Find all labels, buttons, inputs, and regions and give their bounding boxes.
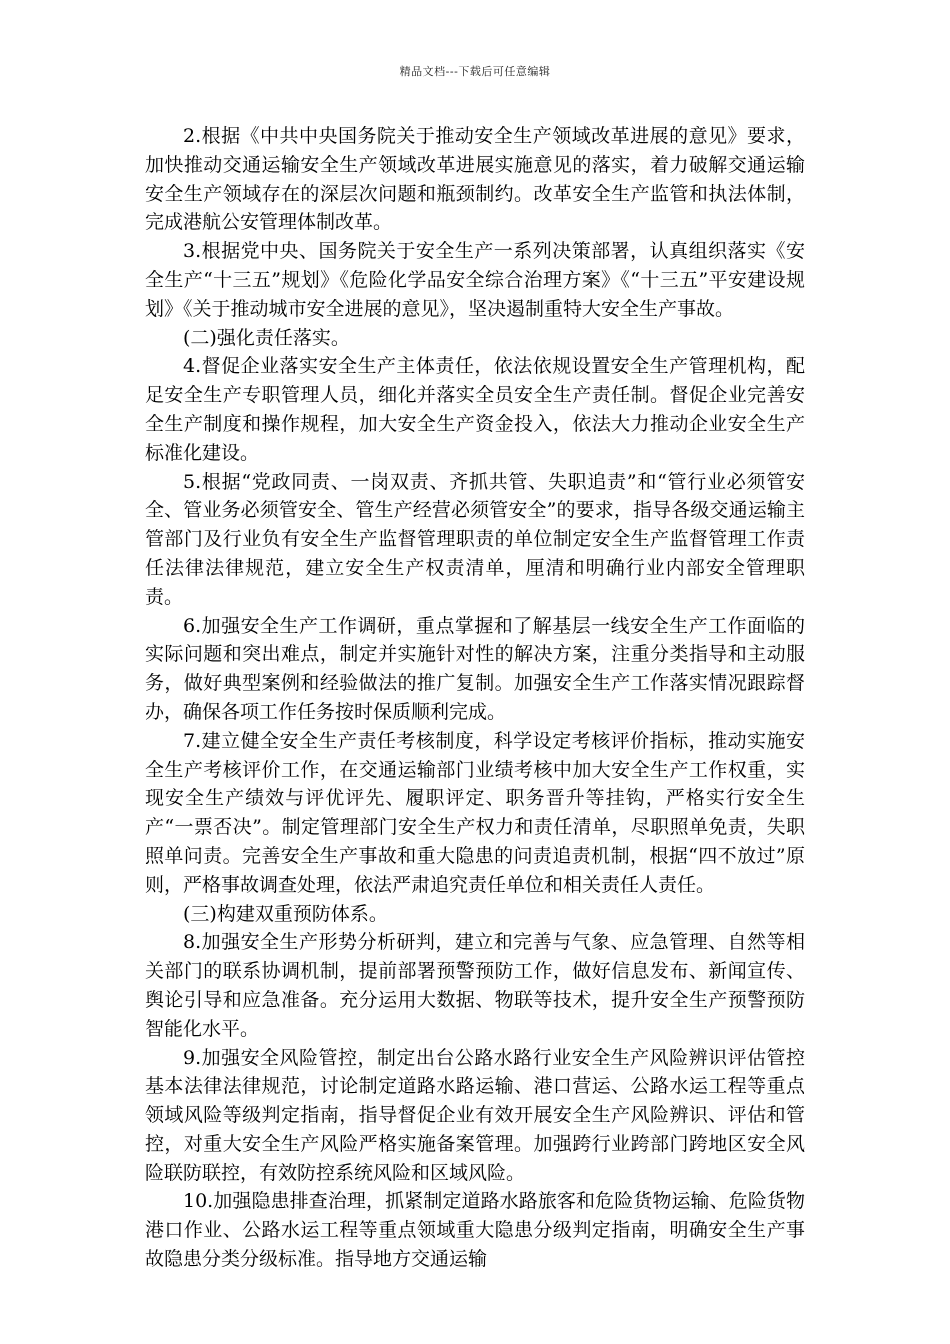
paragraph-10: 10.加强隐患排查治理，抓紧制定道路水路旅客和危险货物运输、危险货物港口作业、公路水运工程等重点领域重大隐患分级判定指南，明确安全生产事故隐患分类分级标准。指导地方交通运输 xyxy=(145,1190,805,1271)
section-heading-2: (二)强化责任落实。 xyxy=(183,326,350,349)
document-body xyxy=(145,122,805,1274)
paragraph-7: 7.建立健全安全生产责任考核制度，科学设定考核评价指标，推动实施安全生产考核评价工作，在交通运输部门业绩考核中加大安全生产工作权重，实现安全生产绩效与评优评先、履职评定、职务晋升等挂钩，严格实行安全生产“一票否决”。制定管理部门安全生产权力和责任清单，尽职照单免责，失职照单问责。完善安全生产事故和重大隐患的问责追责机制，根据“四不放过”原则，严格事故调查处理，依法严肃追究责任单位和相关责任人责任。 xyxy=(145,729,805,896)
paragraph-6: 6.加强安全生产工作调研，重点掌握和了解基层一线安全生产工作面临的实际问题和突出难点，制定并实施针对性的解决方案，注重分类指导和主动服务，做好典型案例和经验做法的推广复制。加强安全生产工作落实情况跟踪督办，确保各项工作任务按时保质顺利完成。 xyxy=(145,614,805,723)
paragraph-3: 3.根据党中央、国务院关于安全生产一系列决策部署，认真组织落实《安全生产“十三五”规划》《危险化学品安全综合治理方案》《“十三五”平安建设规划》《关于推动城市安全进展的意见》，坚决遏制重特大安全生产事故。 xyxy=(145,240,805,320)
paragraph-8: 8.加强安全生产形势分析研判，建立和完善与气象、应急管理、自然等相关部门的联系协调机制，提前部署预警预防工作，做好信息发布、新闻宣传、舆论引导和应急准备。充分运用大数据、物联等技术，提升安全生产预警预防智能化水平。 xyxy=(145,931,805,1040)
paragraph-5: 5.根据“党政同责、一岗双责、齐抓共管、失职追责”和“管行业必须管安全、管业务必须管安全、管生产经营必须管安全”的要求，指导各级交通运输主管部门及行业负有安全生产监督管理职责的单位制定安全生产监督管理工作责任法律法律规范，建立安全生产权责清单，厘清和明确行业内部安全管理职责。 xyxy=(145,470,805,608)
paragraph-9: 9.加强安全风险管控，制定出台公路水路行业安全生产风险辨识评估管控基本法律法律规范，讨论制定道路水路运输、港口营运、公路水运工程等重点领域风险等级判定指南，指导督促企业有效开展安全生产风险辨识、评估和管控，对重大安全生产风险严格实施备案管理。加强跨行业跨部门跨地区安全风险联防联控，有效防控系统风险和区域风险。 xyxy=(145,1046,805,1184)
paragraph-2: 2.根据《中共中央国务院关于推动安全生产领域改革进展的意见》要求，加快推动交通运输安全生产领域改革进展实施意见的落实，着力破解交通运输安全生产领域存在的深层次问题和瓶颈制约。改革安全生产监管和执法体制，完成港航公安管理体制改革。 xyxy=(145,125,805,234)
paragraph-4: 4.督促企业落实安全生产主体责任，依法依规设置安全生产管理机构，配足安全生产专职管理人员，细化并落实全员安全生产责任制。督促企业完善安全生产制度和操作规程，加大安全生产资金投入，依法大力推动企业安全生产标准化建设。 xyxy=(145,355,805,464)
page-header: 精品文档---下载后可任意编辑 xyxy=(399,65,551,78)
section-heading-3: (三)构建双重预防体系。 xyxy=(183,902,388,925)
